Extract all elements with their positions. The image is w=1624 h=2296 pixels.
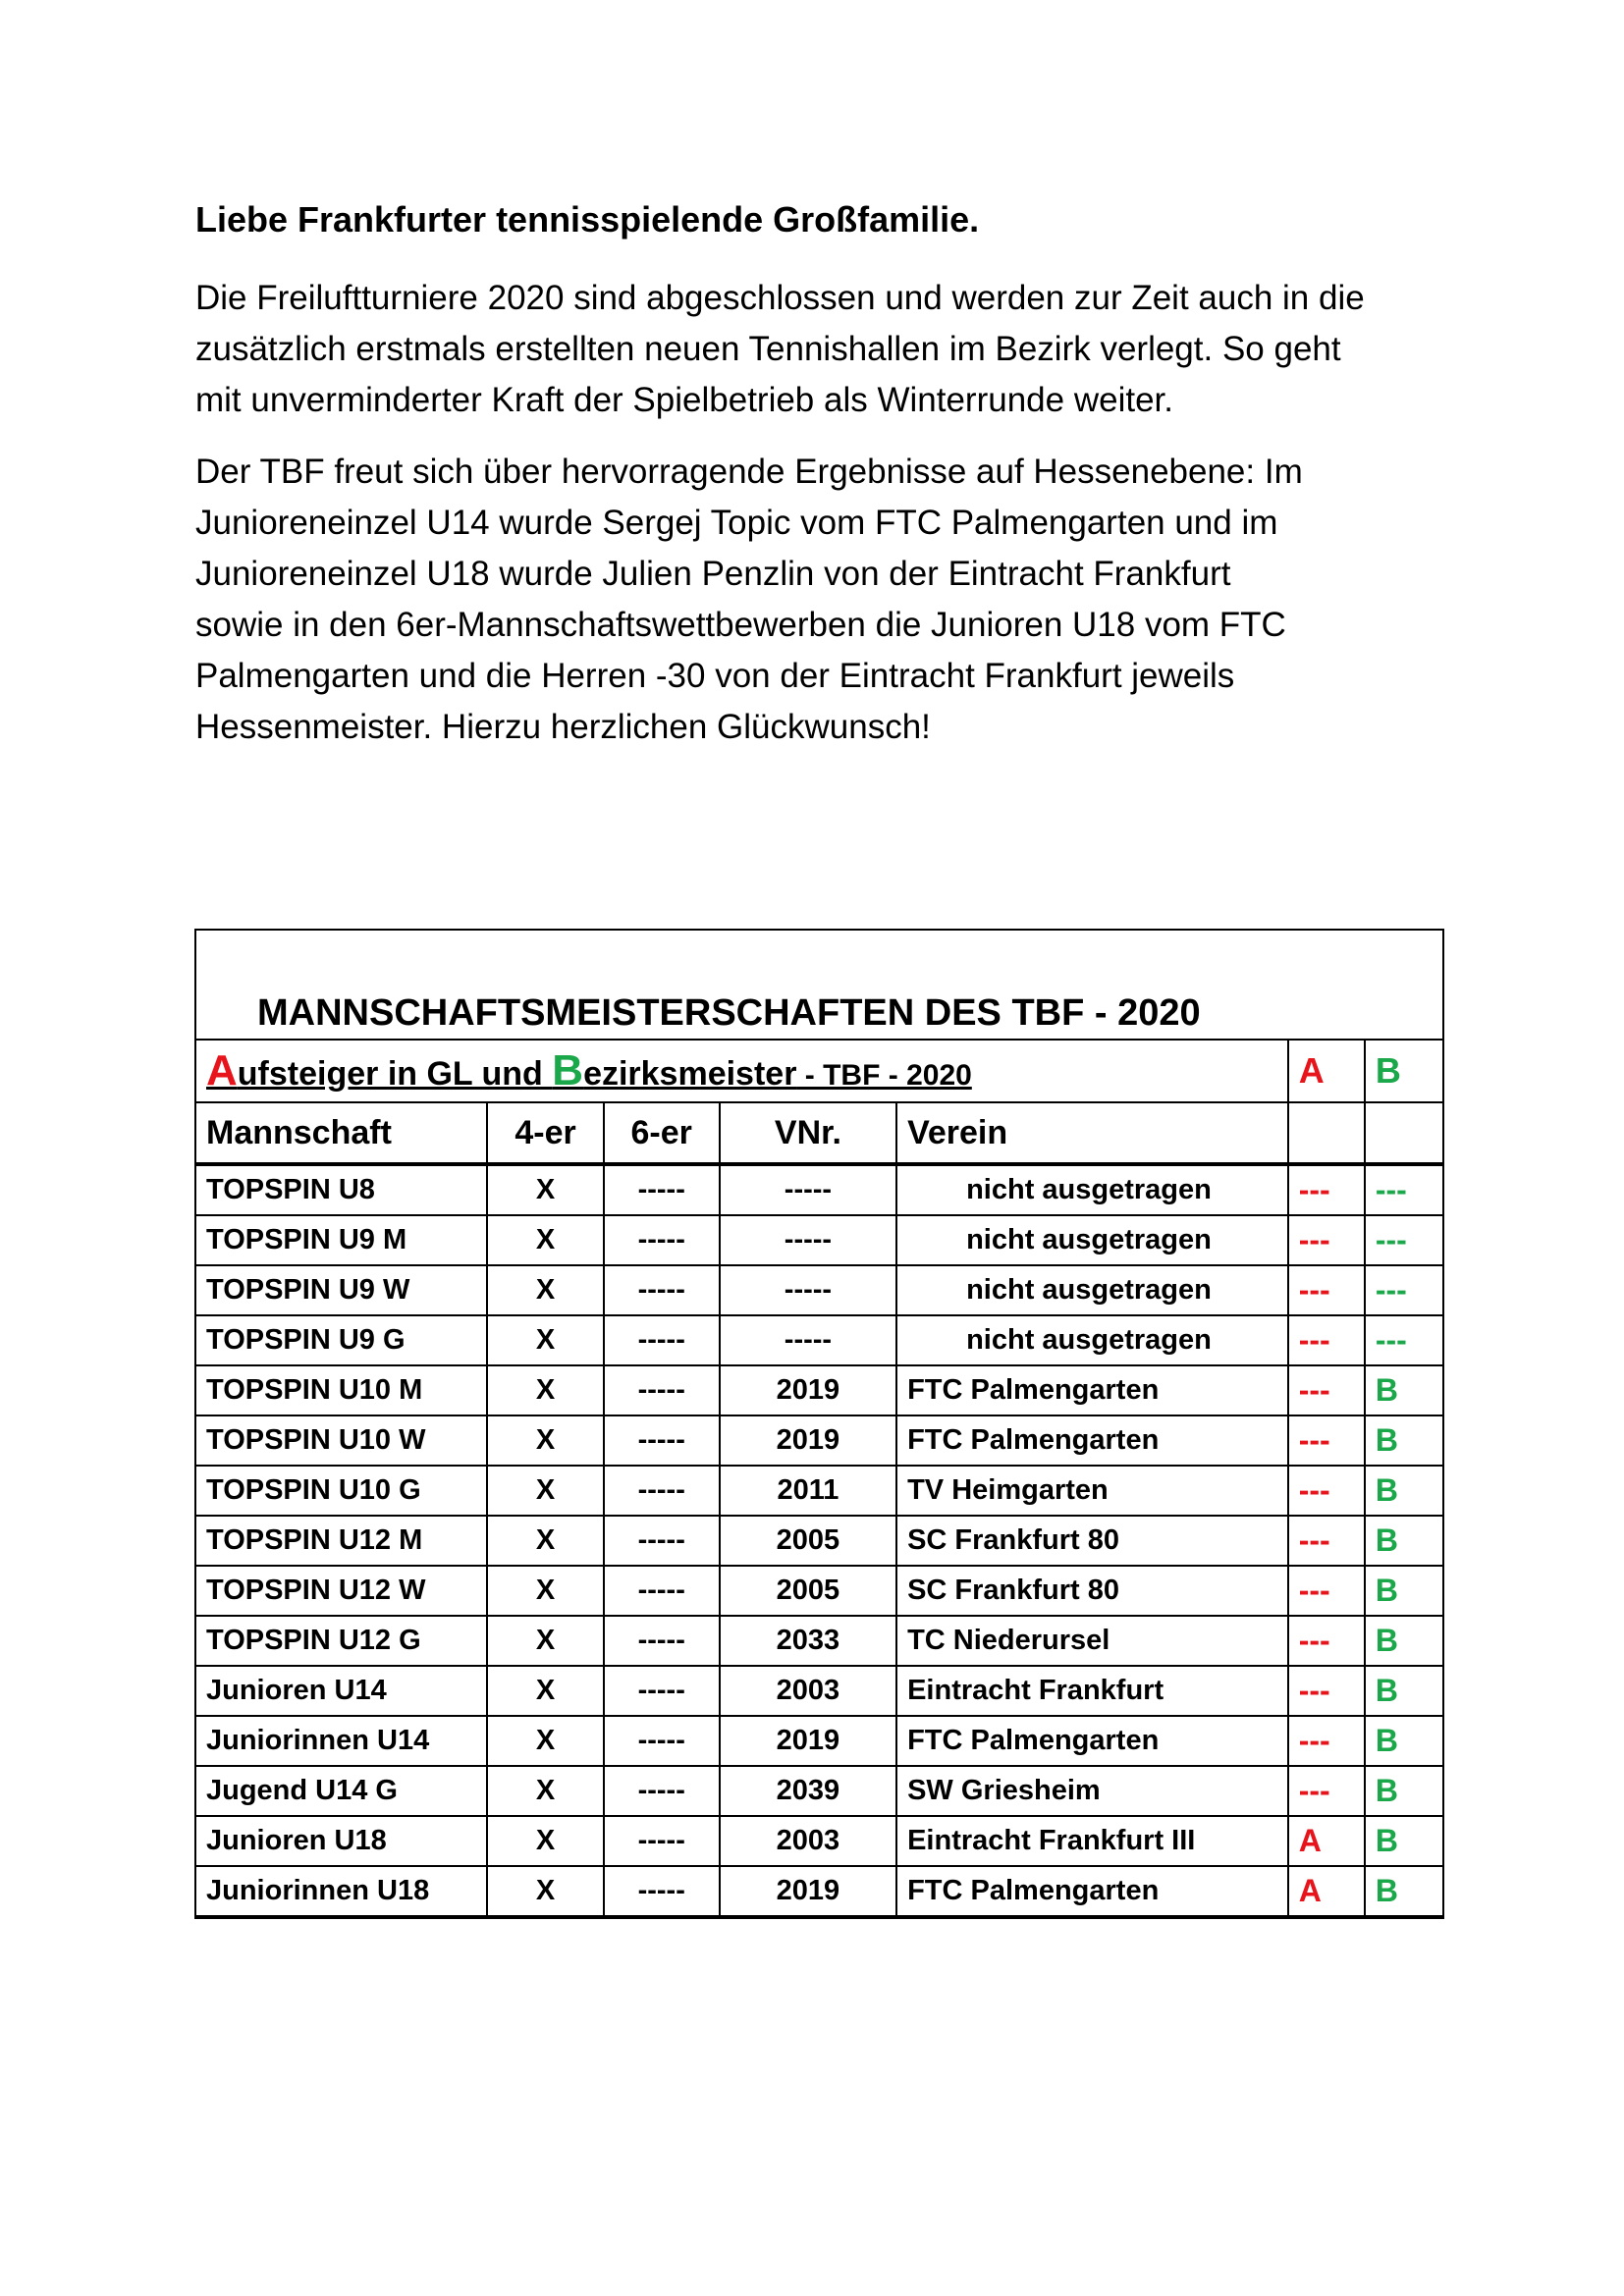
header-a-empty — [1288, 1102, 1365, 1164]
results-paragraph — [195, 447, 1462, 753]
cell-4er: X — [487, 1666, 603, 1716]
cell-vnr: 2003 — [720, 1816, 896, 1866]
cell-b: B — [1365, 1816, 1443, 1866]
cell-vnr: ----- — [720, 1265, 896, 1315]
table-row — [195, 1816, 1443, 1866]
cell-b: B — [1365, 1766, 1443, 1816]
table-row — [195, 1265, 1443, 1315]
cell-verein: nicht ausgetragen — [896, 1164, 1288, 1215]
cell-4er: X — [487, 1365, 603, 1415]
cell-b: B — [1365, 1466, 1443, 1516]
cell-verein: FTC Palmengarten — [896, 1365, 1288, 1415]
cell-4er: X — [487, 1516, 603, 1566]
table-title-row — [195, 930, 1443, 1040]
subtitle-b-letter: B — [552, 1046, 584, 1095]
cell-4er: X — [487, 1716, 603, 1766]
table-subtitle — [196, 1046, 972, 1095]
cell-verein: SC Frankfurt 80 — [896, 1516, 1288, 1566]
cell-a: --- — [1288, 1716, 1365, 1766]
cell-4er: X — [487, 1466, 603, 1516]
cell-6er: ----- — [604, 1164, 720, 1215]
cell-vnr: 2019 — [720, 1866, 896, 1917]
results-line: Junioreneinzel U18 wurde Julien Penzlin von der Eintracht Frankfurt — [195, 555, 1231, 593]
cell-4er: X — [487, 1566, 603, 1616]
cell-4er: X — [487, 1816, 603, 1866]
cell-b: B — [1365, 1516, 1443, 1566]
cell-6er: ----- — [604, 1365, 720, 1415]
cell-6er: ----- — [604, 1415, 720, 1466]
cell-vnr: 2005 — [720, 1516, 896, 1566]
header-b-empty — [1365, 1102, 1443, 1164]
cell-verein: Eintracht Frankfurt — [896, 1666, 1288, 1716]
table-row — [195, 1516, 1443, 1566]
results-line: Palmengarten und die Herren -30 von der Eintracht Frankfurt jeweils — [195, 657, 1235, 695]
cell-a: --- — [1288, 1466, 1365, 1516]
table-row — [195, 1315, 1443, 1365]
results-line: Der TBF freut sich über hervorragende Ergebnisse auf Hessenebene: Im — [195, 453, 1303, 491]
cell-a: --- — [1288, 1215, 1365, 1265]
cell-verein: TC Niederursel — [896, 1616, 1288, 1666]
cell-vnr: 2005 — [720, 1566, 896, 1616]
cell-a: --- — [1288, 1365, 1365, 1415]
cell-b: --- — [1365, 1315, 1443, 1365]
cell-vnr: 2033 — [720, 1616, 896, 1666]
table-row — [195, 1616, 1443, 1666]
table-row — [195, 1215, 1443, 1265]
cell-team: TOPSPIN U8 — [195, 1164, 487, 1215]
cell-team: Junioren U18 — [195, 1816, 487, 1866]
cell-6er: ----- — [604, 1866, 720, 1917]
cell-4er: X — [487, 1265, 603, 1315]
table-row — [195, 1566, 1443, 1616]
table-row — [195, 1666, 1443, 1716]
cell-a: A — [1288, 1816, 1365, 1866]
cell-vnr: 2019 — [720, 1716, 896, 1766]
results-line: Junioreneinzel U14 wurde Sergej Topic vom FTC Palmengarten und im — [195, 504, 1278, 542]
cell-team: TOPSPIN U10 W — [195, 1415, 487, 1466]
table-row — [195, 1415, 1443, 1466]
cell-vnr: 2019 — [720, 1415, 896, 1466]
championship-table — [194, 929, 1444, 1919]
cell-a: A — [1288, 1866, 1365, 1917]
cell-team: Juniorinnen U18 — [195, 1866, 487, 1917]
cell-team: TOPSPIN U9 M — [195, 1215, 487, 1265]
cell-a: --- — [1288, 1766, 1365, 1816]
subtitle-part2: ezirksmeister — [583, 1055, 797, 1093]
cell-6er: ----- — [604, 1265, 720, 1315]
cell-team: TOPSPIN U12 W — [195, 1566, 487, 1616]
cell-6er: ----- — [604, 1666, 720, 1716]
cell-verein: nicht ausgetragen — [896, 1265, 1288, 1315]
cell-team: TOPSPIN U9 G — [195, 1315, 487, 1365]
cell-a: --- — [1288, 1164, 1365, 1215]
cell-b: B — [1365, 1365, 1443, 1415]
letter-heading: Liebe Frankfurter tennisspielende Großfamilie. — [195, 199, 980, 240]
table-row — [195, 1365, 1443, 1415]
cell-b: --- — [1365, 1265, 1443, 1315]
table-row — [195, 1766, 1443, 1816]
table-subtitle-row — [195, 1040, 1443, 1102]
table-header-row — [195, 1102, 1443, 1164]
cell-verein: FTC Palmengarten — [896, 1415, 1288, 1466]
intro-line: zusätzlich erstmals erstellten neuen Tennishallen im Bezirk verlegt. So geht — [195, 330, 1341, 368]
cell-b: --- — [1365, 1164, 1443, 1215]
cell-b: B — [1365, 1415, 1443, 1466]
cell-team: TOPSPIN U12 M — [195, 1516, 487, 1566]
cell-a: --- — [1288, 1666, 1365, 1716]
cell-team: TOPSPIN U9 W — [195, 1265, 487, 1315]
cell-6er: ----- — [604, 1315, 720, 1365]
column-a-header: A — [1288, 1040, 1365, 1102]
column-b-header: B — [1365, 1040, 1443, 1102]
cell-verein: FTC Palmengarten — [896, 1716, 1288, 1766]
subtitle-part1: ufsteiger in GL und — [237, 1055, 553, 1093]
cell-vnr: 2039 — [720, 1766, 896, 1816]
cell-6er: ----- — [604, 1516, 720, 1566]
cell-b: --- — [1365, 1215, 1443, 1265]
results-line: Hessenmeister. Hierzu herzlichen Glückwunsch! — [195, 708, 931, 746]
cell-verein: SC Frankfurt 80 — [896, 1566, 1288, 1616]
cell-team: TOPSPIN U12 G — [195, 1616, 487, 1666]
cell-6er: ----- — [604, 1766, 720, 1816]
cell-team: TOPSPIN U10 G — [195, 1466, 487, 1516]
cell-b: B — [1365, 1566, 1443, 1616]
cell-6er: ----- — [604, 1716, 720, 1766]
cell-b: B — [1365, 1666, 1443, 1716]
cell-verein: nicht ausgetragen — [896, 1315, 1288, 1365]
header-vnr: VNr. — [720, 1102, 896, 1164]
cell-4er: X — [487, 1866, 603, 1917]
table-row — [195, 1716, 1443, 1766]
header-6er: 6-er — [604, 1102, 720, 1164]
cell-4er: X — [487, 1215, 603, 1265]
cell-4er: X — [487, 1315, 603, 1365]
cell-team: Juniorinnen U14 — [195, 1716, 487, 1766]
intro-line: Die Freiluftturniere 2020 sind abgeschlossen und werden zur Zeit auch in die — [195, 279, 1365, 317]
cell-6er: ----- — [604, 1215, 720, 1265]
cell-vnr: 2019 — [720, 1365, 896, 1415]
cell-verein: FTC Palmengarten — [896, 1866, 1288, 1917]
cell-a: --- — [1288, 1315, 1365, 1365]
cell-team: TOPSPIN U10 M — [195, 1365, 487, 1415]
cell-vnr: 2003 — [720, 1666, 896, 1716]
cell-vnr: ----- — [720, 1315, 896, 1365]
cell-vnr: 2011 — [720, 1466, 896, 1516]
subtitle-a-letter: A — [206, 1046, 238, 1095]
cell-vnr: ----- — [720, 1164, 896, 1215]
cell-6er: ----- — [604, 1616, 720, 1666]
intro-line: mit unverminderter Kraft der Spielbetrieb als Winterrunde weiter. — [195, 381, 1173, 419]
cell-4er: X — [487, 1766, 603, 1816]
cell-6er: ----- — [604, 1566, 720, 1616]
cell-verein: nicht ausgetragen — [896, 1215, 1288, 1265]
cell-a: --- — [1288, 1566, 1365, 1616]
cell-a: --- — [1288, 1516, 1365, 1566]
cell-b: B — [1365, 1716, 1443, 1766]
table-title: MANNSCHAFTSMEISTERSCHAFTEN DES TBF - 2020 — [257, 992, 1201, 1034]
cell-a: --- — [1288, 1616, 1365, 1666]
subtitle-part3: - TBF - 2020 — [796, 1059, 972, 1092]
cell-6er: ----- — [604, 1466, 720, 1516]
cell-verein: Eintracht Frankfurt III — [896, 1816, 1288, 1866]
cell-4er: X — [487, 1415, 603, 1466]
header-verein: Verein — [896, 1102, 1288, 1164]
cell-b: B — [1365, 1866, 1443, 1917]
table-row — [195, 1866, 1443, 1917]
table-row — [195, 1466, 1443, 1516]
cell-verein: SW Griesheim — [896, 1766, 1288, 1816]
cell-vnr: ----- — [720, 1215, 896, 1265]
cell-b: B — [1365, 1616, 1443, 1666]
cell-team: Junioren U14 — [195, 1666, 487, 1716]
results-line: sowie in den 6er-Mannschaftswettbewerben die Junioren U18 vom FTC — [195, 606, 1286, 644]
intro-paragraph — [195, 273, 1462, 426]
header-4er: 4-er — [487, 1102, 603, 1164]
cell-6er: ----- — [604, 1816, 720, 1866]
cell-team: Jugend U14 G — [195, 1766, 487, 1816]
table-row — [195, 1164, 1443, 1215]
cell-verein: TV Heimgarten — [896, 1466, 1288, 1516]
cell-4er: X — [487, 1616, 603, 1666]
cell-4er: X — [487, 1164, 603, 1215]
header-mannschaft: Mannschaft — [195, 1102, 487, 1164]
cell-a: --- — [1288, 1415, 1365, 1466]
cell-a: --- — [1288, 1265, 1365, 1315]
